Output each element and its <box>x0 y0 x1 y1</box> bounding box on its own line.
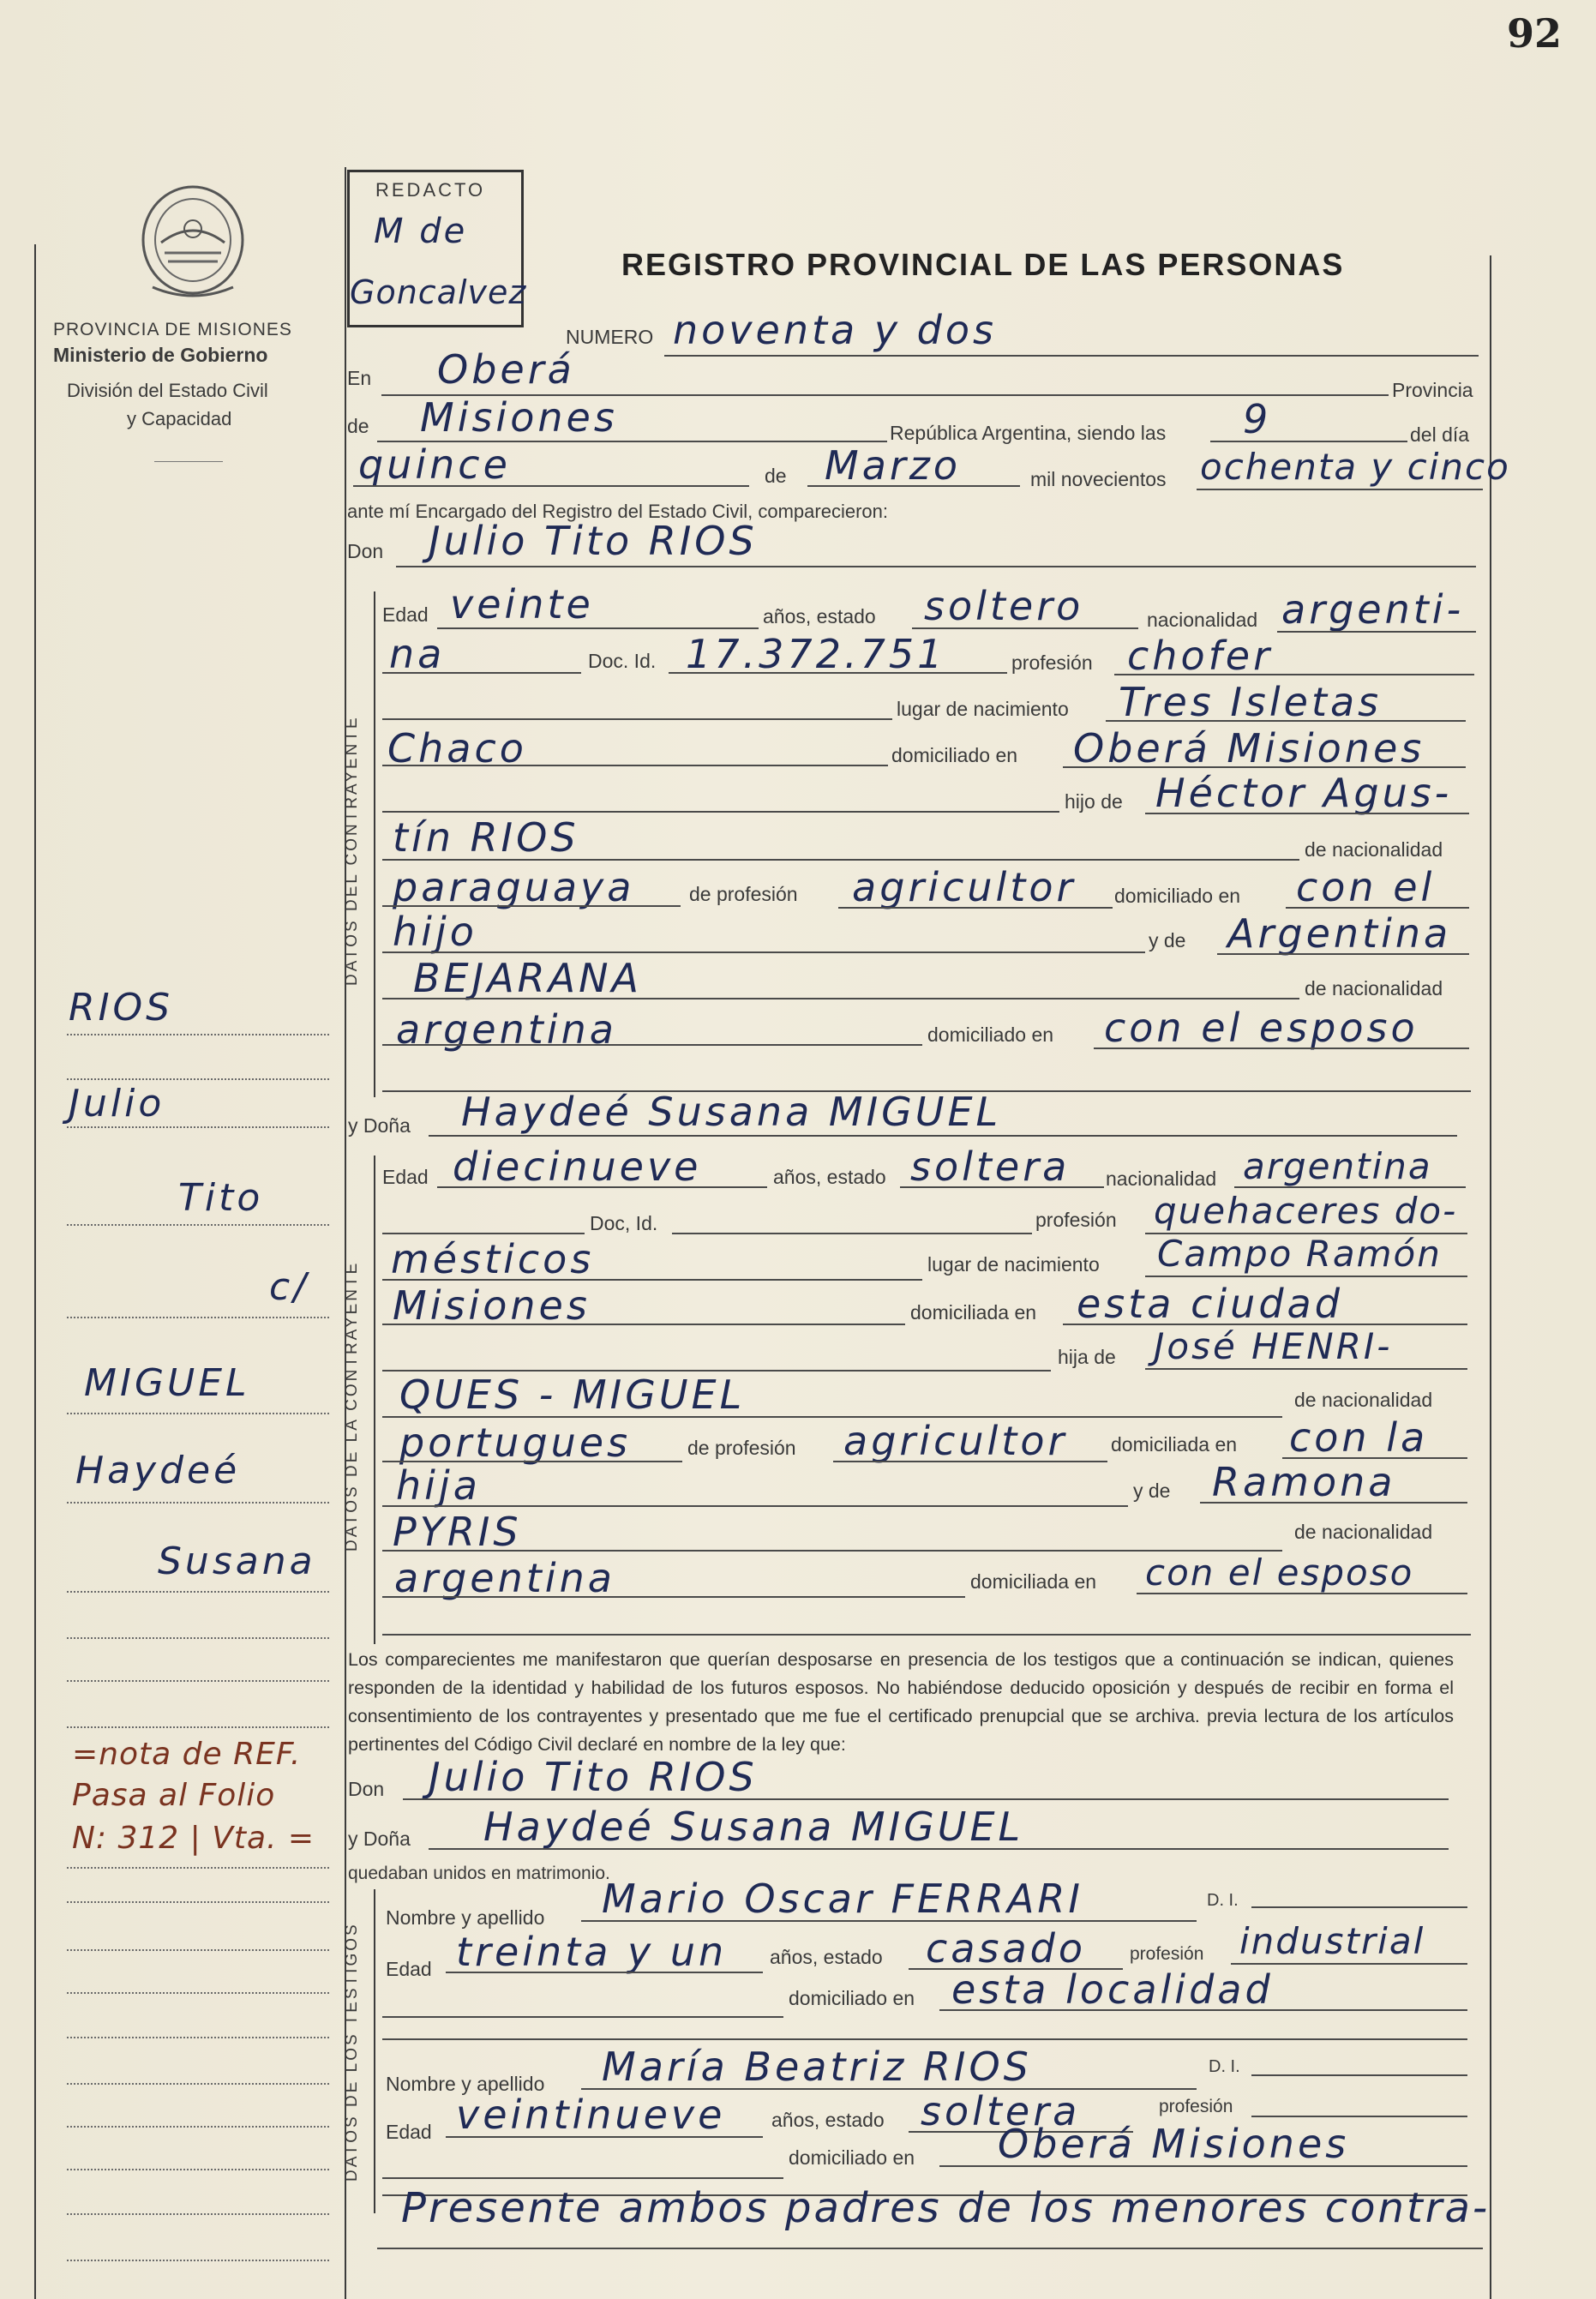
division-line-2: y Capacidad <box>127 408 232 429</box>
line <box>1145 1276 1467 1277</box>
value-madre-1-dom: con el esposo <box>1104 1005 1419 1051</box>
value-madre-1-nac: argentina <box>396 1006 617 1053</box>
ministry-name: Ministerio de Gobierno <box>53 344 268 366</box>
province-name: PROVINCIA DE MISIONES <box>53 320 292 339</box>
line <box>353 485 749 487</box>
value-prof-2a: quehaceres do- <box>1154 1190 1458 1232</box>
line <box>382 672 581 674</box>
value-provincia: Misiones <box>420 394 618 441</box>
line <box>581 1920 1197 1922</box>
line <box>1286 907 1469 909</box>
line <box>382 905 681 907</box>
margin-ref-2: Pasa al Folio <box>72 1778 276 1813</box>
line <box>1200 1502 1467 1504</box>
label-di-1: D. I. <box>1207 1891 1239 1910</box>
value-estado-1: soltero <box>924 583 1084 629</box>
label-quedaban: quedaban unidos en matrimonio. <box>348 1864 610 1883</box>
line <box>1251 1906 1467 1908</box>
line <box>382 718 892 720</box>
value-madre-2-nac: argentina <box>394 1555 615 1601</box>
value-testigo-2-nombre: María Beatriz RIOS <box>602 2044 1032 2090</box>
redacto-stamp <box>347 170 527 327</box>
dotted-line <box>67 2037 329 2038</box>
value-madre-2b: PYRIS <box>393 1509 522 1555</box>
label-de-nac-1b: de nacionalidad <box>1305 977 1443 999</box>
line <box>446 1972 763 1973</box>
value-estado-2: soltera <box>910 1143 1071 1190</box>
line <box>1210 441 1407 442</box>
label-nacionalidad-2: nacionalidad <box>1106 1168 1217 1190</box>
line <box>382 951 1145 953</box>
value-padre-2a: José HENRI- <box>1154 1325 1393 1367</box>
label-nombre-2: Nombre y apellido <box>386 2073 545 2095</box>
line <box>382 1634 1471 1636</box>
sidebar-testigos: DATOS DE LOS TESTIGOS <box>343 1922 361 2182</box>
label-profesion-2: profesión <box>1035 1209 1117 1231</box>
value-padre-1b: tín RIOS <box>393 814 579 861</box>
line <box>382 2016 783 2018</box>
label-don: Don <box>347 540 384 562</box>
value-don: Julio Tito RIOS <box>429 518 758 564</box>
margin-note-3: Tito <box>178 1176 264 1220</box>
line <box>900 1186 1104 1188</box>
dotted-line <box>67 2169 329 2170</box>
label-nacionalidad: nacionalidad <box>1147 609 1258 631</box>
stamp-label: REDACTO <box>375 179 486 201</box>
line <box>437 1186 767 1188</box>
label-domiciliada-2: domiciliada en <box>910 1301 1037 1324</box>
label-domiciliado-t1: domiciliado en <box>789 1987 915 2009</box>
dotted-line <box>67 1413 329 1414</box>
label-edad: Edad <box>382 603 429 626</box>
value-padre-2-prof: agricultor <box>843 1418 1068 1464</box>
label-dom-struck-1: domiciliado en <box>1114 885 1241 907</box>
label-anios-estado: años, estado <box>763 605 876 627</box>
value-padre-2-dom-b: hija <box>396 1462 481 1509</box>
value-edad-2: diecinueve <box>453 1143 702 1190</box>
value-nota-final: Presente ambos padres de los menores contra- <box>401 2184 1491 2232</box>
label-numero: NUMERO <box>566 326 654 348</box>
margin-ref-3: N: 312 | Vta. = <box>72 1821 315 1856</box>
value-lugar-1a: Tres Isletas <box>1119 679 1383 725</box>
label-don-2: Don <box>348 1778 385 1800</box>
document-title: REGISTRO PROVINCIAL DE LAS PERSONAS <box>621 247 1345 282</box>
label-republica: República Argentina, siendo las <box>890 422 1167 444</box>
line <box>382 998 1299 999</box>
dotted-line <box>67 1637 329 1639</box>
label-ante: ante mí Encargado del Registro del Estado Civil, comparecieron: <box>347 501 888 522</box>
section-border-contrayente <box>374 591 375 1097</box>
value-prof-2b: mésticos <box>391 1236 595 1282</box>
line <box>382 1416 1282 1418</box>
line <box>912 627 1138 629</box>
label-di-2: D. I. <box>1209 2057 1240 2076</box>
line <box>1234 1186 1466 1188</box>
value-anio: ochenta y cinco <box>1200 446 1510 488</box>
value-testigo-1-edad: treinta y un <box>456 1929 728 1975</box>
value-padre-1a: Héctor Agus- <box>1155 770 1453 816</box>
line <box>1277 631 1476 633</box>
line <box>672 1233 1032 1234</box>
sidebar-contrayente-f: DATOS DE LA CONTRAYENTE <box>343 1260 361 1552</box>
line <box>1063 766 1466 768</box>
dotted-line <box>67 1591 329 1593</box>
label-domiciliado-1: domiciliado en <box>891 744 1018 766</box>
label-de-nac-1: de nacionalidad <box>1305 838 1443 861</box>
line <box>382 765 888 766</box>
label-y-de-2: y de <box>1133 1480 1171 1502</box>
label-nombre-1: Nombre y apellido <box>386 1906 545 1929</box>
margin-note-4: c/ <box>269 1265 310 1309</box>
dotted-line <box>67 1726 329 1728</box>
dotted-line <box>67 1901 329 1903</box>
value-hora: 9 <box>1243 396 1272 442</box>
value-madre-1b: BEJARANA <box>413 955 642 1001</box>
line <box>1114 674 1474 675</box>
dotted-line <box>67 1126 329 1128</box>
value-padre-2-nac: portugues <box>399 1420 632 1466</box>
line <box>581 2088 1197 2090</box>
line <box>664 355 1479 357</box>
value-madre-2-dom: con el esposo <box>1145 1552 1414 1594</box>
label-profesion: profesión <box>1011 651 1093 674</box>
value-edad-1: veinte <box>450 581 594 627</box>
label-dom-struck-2b: domiciliada en <box>970 1570 1097 1593</box>
line <box>833 1461 1107 1462</box>
value-lugar-2a: Campo Ramón <box>1157 1233 1442 1275</box>
margin-note-5: MIGUEL <box>84 1361 250 1405</box>
value-prof-1: chofer <box>1127 633 1273 679</box>
line <box>446 2136 763 2138</box>
margin-note-6: Haydeé <box>75 1449 241 1492</box>
value-testigo-1-prof: industrial <box>1239 1920 1425 1962</box>
line <box>1137 1593 1467 1594</box>
label-domiciliado-t2: domiciliado en <box>789 2146 915 2169</box>
value-padre-2b: QUES - MIGUEL <box>399 1372 746 1418</box>
label-lugar-nac-2: lugar de nacimiento <box>927 1253 1100 1276</box>
declaration-paragraph: Los comparecientes me manifestaron que querían desposarse en presencia de los testigos que a continuación se indican, quienes responden de la identidad y habilidad de los futuros esposos. No habiéndose deducido oposición y después de recibir en forma el consentimiento de los contrayentes y presentado que me fue el certificado prenupcial que se archiva. previa lectura de los artículos pertinentes del Código Civil declaré en nombre de la ley que: <box>348 1649 1454 1755</box>
line <box>1197 489 1483 490</box>
margin-ref-1: =nota de REF. <box>72 1737 302 1772</box>
line <box>1251 2074 1467 2076</box>
label-dom-struck-1b: domiciliado en <box>927 1023 1054 1046</box>
margin-note-2: Julio <box>69 1082 165 1125</box>
value-padre-2-dom-a: con la <box>1289 1414 1429 1461</box>
value-doc-1: 17.372.751 <box>686 631 946 677</box>
value-padre-1-dom-b: hijo <box>393 909 477 955</box>
value-padre-1-nac: paraguaya <box>393 864 635 910</box>
value-nac-2: argentina <box>1243 1145 1432 1187</box>
label-de-profesion-1: de profesión <box>689 883 798 905</box>
line <box>403 1798 1449 1800</box>
line <box>382 1279 922 1281</box>
value-testigo-2-edad: veintinueve <box>456 2092 726 2138</box>
value-testigo-2-dom: Oberá Misiones <box>998 2121 1350 2167</box>
label-hijo-de: hijo de <box>1065 790 1123 813</box>
section-border-contrayente-f <box>374 1156 375 1644</box>
label-y-de-1: y de <box>1149 929 1186 951</box>
label-del-dia: del día <box>1410 423 1470 446</box>
label-anios-estado-2: años, estado <box>773 1166 886 1188</box>
line <box>1145 813 1469 814</box>
value-madre-2a: Ramona <box>1212 1459 1396 1505</box>
label-de-profesion-2: de profesión <box>687 1437 796 1459</box>
label-edad-t1: Edad <box>386 1958 432 1980</box>
folio-number: 92 <box>1507 10 1563 57</box>
line <box>437 627 759 629</box>
line <box>1231 1963 1467 1965</box>
label-de-nac-2b: de nacionalidad <box>1294 1521 1433 1543</box>
margin-note-7: Susana <box>158 1540 316 1583</box>
dotted-line <box>67 2213 329 2215</box>
label-edad-2: Edad <box>382 1166 429 1188</box>
label-de: de <box>347 415 369 437</box>
label-de-nac-2: de nacionalidad <box>1294 1389 1433 1411</box>
label-lugar-nac: lugar de nacimiento <box>897 698 1069 720</box>
value-testigo-1-estado: casado <box>926 1925 1086 1972</box>
dotted-line <box>67 2260 329 2261</box>
sidebar-contrayente: DATOS DEL CONTRAYENTE <box>343 715 361 986</box>
line <box>939 2165 1467 2167</box>
line <box>382 1324 905 1325</box>
label-provincia: Provincia <box>1392 379 1473 401</box>
provincial-seal-icon <box>135 176 250 304</box>
line <box>382 1596 965 1598</box>
label-de-mes: de <box>765 465 787 487</box>
label-anios-estado-t1: años, estado <box>770 1946 883 1968</box>
dotted-line <box>67 1867 329 1869</box>
value-numero: noventa y dos <box>673 307 997 353</box>
line <box>377 2248 1483 2249</box>
value-padre-1-prof: agricultor <box>852 864 1077 910</box>
dotted-line <box>67 1317 329 1318</box>
line <box>939 2009 1467 2011</box>
label-doc-id: Doc. Id. <box>588 650 657 672</box>
line <box>1145 1368 1467 1370</box>
line <box>1217 953 1469 955</box>
line <box>382 1505 1128 1507</box>
line <box>396 566 1476 567</box>
line <box>382 1044 922 1046</box>
line <box>382 811 1059 813</box>
line <box>1094 1047 1469 1049</box>
division-line-1: División del Estado Civil <box>67 380 268 401</box>
line <box>669 672 1007 674</box>
line <box>382 2177 783 2179</box>
value-padre-1-dom-a: con el <box>1296 864 1436 910</box>
dotted-line <box>67 1224 329 1226</box>
value-mes: Marzo <box>825 442 962 489</box>
divider <box>154 461 223 462</box>
value-testigo-1-dom: esta localidad <box>951 1966 1274 2013</box>
value-dom-1: Oberá Misiones <box>1073 725 1425 771</box>
dotted-line <box>67 1078 329 1080</box>
margin-note-1: RIOS <box>69 986 174 1029</box>
line <box>429 1135 1457 1137</box>
value-madre-1a: Argentina <box>1227 910 1452 957</box>
line <box>838 907 1113 909</box>
value-dona: Haydeé Susana MIGUEL <box>461 1089 1002 1135</box>
label-y-dona: y Doña <box>348 1114 411 1137</box>
value-testigo-2-estado: soltera <box>921 2088 1081 2134</box>
stamp-line-2: M de <box>374 212 468 251</box>
label-mil: mil novecientos <box>1030 468 1167 490</box>
left-margin-line <box>34 244 36 2299</box>
dotted-line <box>67 1680 329 1682</box>
label-hija-de: hija de <box>1058 1346 1116 1368</box>
line <box>382 1233 585 1234</box>
section-border-testigos <box>374 1889 375 2213</box>
label-dom-struck-2: domiciliada en <box>1111 1433 1238 1456</box>
value-ciudad: Oberá <box>437 346 575 393</box>
line <box>382 2038 1467 2040</box>
dotted-line <box>67 1949 329 1951</box>
value-testigo-1-nombre: Mario Oscar FERRARI <box>602 1876 1083 1922</box>
line <box>1251 2116 1467 2117</box>
line <box>429 1848 1449 1850</box>
value-dia: quince <box>358 441 511 488</box>
main-right-border <box>1490 255 1491 2299</box>
dotted-line <box>67 1034 329 1035</box>
dotted-line <box>67 1992 329 1994</box>
label-doc-id-2: Doc, Id. <box>590 1212 658 1234</box>
value-lugar-2b: Misiones <box>393 1282 591 1329</box>
value-nac-1b: na <box>389 631 446 677</box>
label-anios-estado-t2: años, estado <box>771 2109 885 2131</box>
label-y-dona-2: y Doña <box>348 1828 411 1850</box>
dotted-line <box>67 2126 329 2128</box>
value-dona-2: Haydeé Susana MIGUEL <box>483 1804 1024 1850</box>
line <box>1106 720 1466 722</box>
dotted-line <box>67 1502 329 1504</box>
label-en: En <box>347 367 372 389</box>
label-profesion-t2: profesión <box>1159 2097 1233 2116</box>
value-lugar-1b: Chaco <box>387 725 527 771</box>
line <box>807 485 1020 487</box>
value-nac-1a: argenti- <box>1281 586 1465 633</box>
line <box>382 859 1299 861</box>
label-edad-t2: Edad <box>386 2121 432 2143</box>
stamp-signature: Goncalvez <box>350 273 527 311</box>
value-don-2: Julio Tito RIOS <box>429 1754 758 1800</box>
value-dom-2: esta ciudad <box>1077 1281 1343 1327</box>
dotted-line <box>67 2083 329 2085</box>
label-profesion-t1: profesión <box>1130 1944 1204 1964</box>
